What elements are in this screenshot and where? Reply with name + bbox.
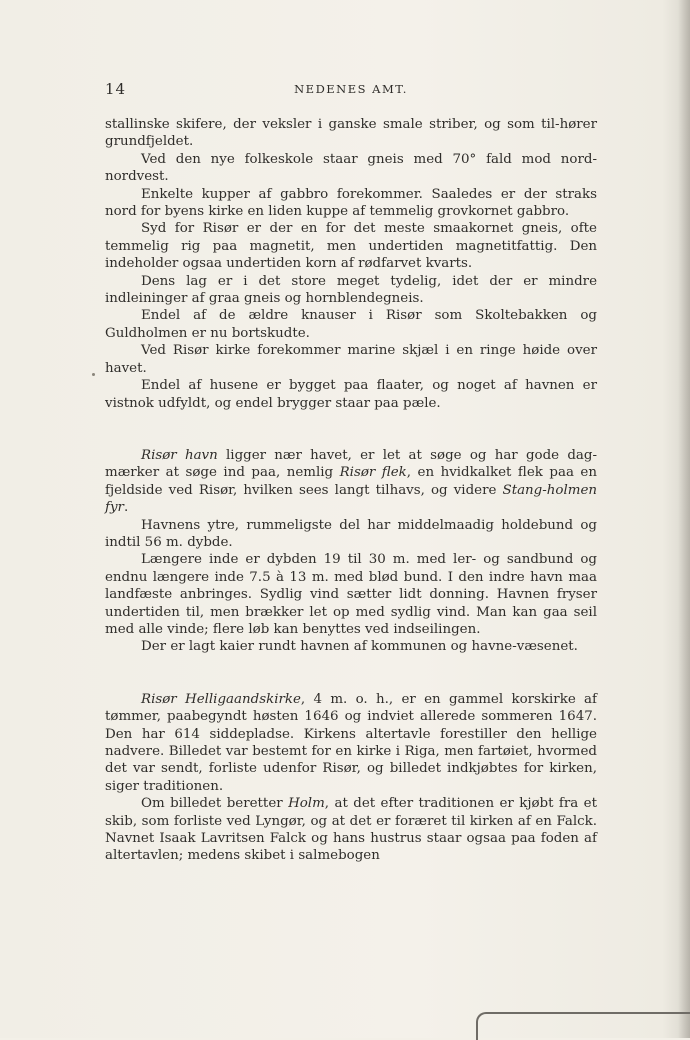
italic-term: Risør flek — [339, 465, 407, 481]
text-run: Endel af de ældre knauser i Risør som Skoltebakken og Guldholmen er nu bortskudte. — [105, 308, 597, 341]
text-run: Om billedet beretter — [141, 796, 289, 812]
text-run: Havnens ytre, rummeligste del har middelmaadig holdebund og indtil 56 m. dybde. — [105, 517, 597, 550]
paragraph — [105, 447, 597, 517]
paragraph — [105, 795, 597, 865]
text-run: Dens lag er i det store meget tydelig, idet der er mindre indleininger af graa gneis og hornblendegneis. — [105, 273, 597, 307]
text-run: Ved den nye folkeskole staar gneis med 70° fald mod nord-nordvest. — [105, 151, 597, 185]
paragraph — [105, 116, 597, 151]
paragraph — [105, 307, 597, 342]
paragraph — [105, 551, 597, 638]
paragraph — [105, 638, 597, 655]
ink-speck — [92, 373, 95, 376]
text-run: Der er lagt kaier rundt havnen af kommunen og havne-væsenet. — [141, 639, 578, 655]
body-text — [105, 116, 597, 865]
italic-term: Risør Helligaandskirke — [141, 691, 301, 707]
text-run: Syd for Risør er der en for det meste smaakornet gneis, ofte temmelig rig paa magnetit, men undertiden magnetitfattig. Den indeholder ogsaa undertiden korn af rødfarvet kvarts. — [105, 221, 597, 272]
italic-term: Risør havn — [141, 447, 218, 463]
text-run: , at det efter traditionen er kjøbt fra et skib, som forliste ved Lyngør, og at det er foræret til kirken af en Falck. Navnet Isaak Lavritsen Falck og hans hustrus staar ogsaa paa foden af altertavlen; medens skibet i salmebogen — [105, 796, 597, 864]
text-run: . — [123, 500, 129, 516]
text-run: Længere inde er dybden 19 til 30 m. med ler- og sandbund og endnu længere inde 7.5 à 13 m. med blød bund. I den indre havn maa landfæste anbringes. Sydlig vind sætter lidt donning. Havnen fryser undertiden til, men brækker let op med sydlig vind. Man kan gaa seil med alle vinde; flere løb kan benyttes ved indseilingen. — [105, 552, 597, 637]
running-head: NEDENES AMT. — [294, 82, 408, 96]
text-run: stallinske skifere, der veksler i ganske smale striber, og som til-hører grundfjeldet. — [105, 117, 597, 150]
text-run: Endel af husene er bygget paa flaater, og noget af havnen er vistnok udfyldt, og endel brygger staar paa pæle. — [105, 378, 597, 411]
page-edge-shadow — [678, 0, 690, 1038]
italic-term: Holm — [288, 796, 325, 812]
paragraph — [105, 273, 597, 308]
paragraph — [105, 151, 597, 186]
paragraph — [105, 377, 597, 412]
paragraph — [105, 342, 597, 377]
text-run: , en hvidkalket flek paa en fjeldside ved Risør, hvilken sees langt tilhavs, og videre — [105, 465, 597, 498]
page-number: 14 — [105, 80, 127, 98]
paragraph — [105, 691, 597, 795]
paragraph — [105, 220, 597, 272]
text-run: Enkelte kupper af gabbro forekommer. Saaledes er der straks nord for byens kirke en liden kuppe af temmelig grovkornet gabbro. — [105, 186, 597, 220]
text-run: , 4 m. o. h., er en gammel korskirke af tømmer, paabegyndt høsten 1646 og indviet allerede sommeren 1647. Den har 614 siddepladse. Kirkens altertavle forestiller den hellige nadvere. Billedet var bestemt for en kirke i Riga, men fartøiet, hvormed det var sendt, forliste udenfor Risør, og billedet indkjøbtes for kirken, siger traditionen. — [105, 691, 597, 794]
scan-corner-mark — [476, 1012, 690, 1040]
text-run: ligger nær havet, er let at søge og har gode dag-mærker at søge ind paa, nemlig — [105, 447, 597, 481]
paragraph — [105, 186, 597, 221]
page-header — [105, 80, 597, 100]
paragraph — [105, 517, 597, 552]
text-run: Ved Risør kirke forekommer marine skjæl i en ringe høide over havet. — [105, 343, 597, 376]
italic-term: Stang-holmen fyr — [105, 482, 597, 516]
